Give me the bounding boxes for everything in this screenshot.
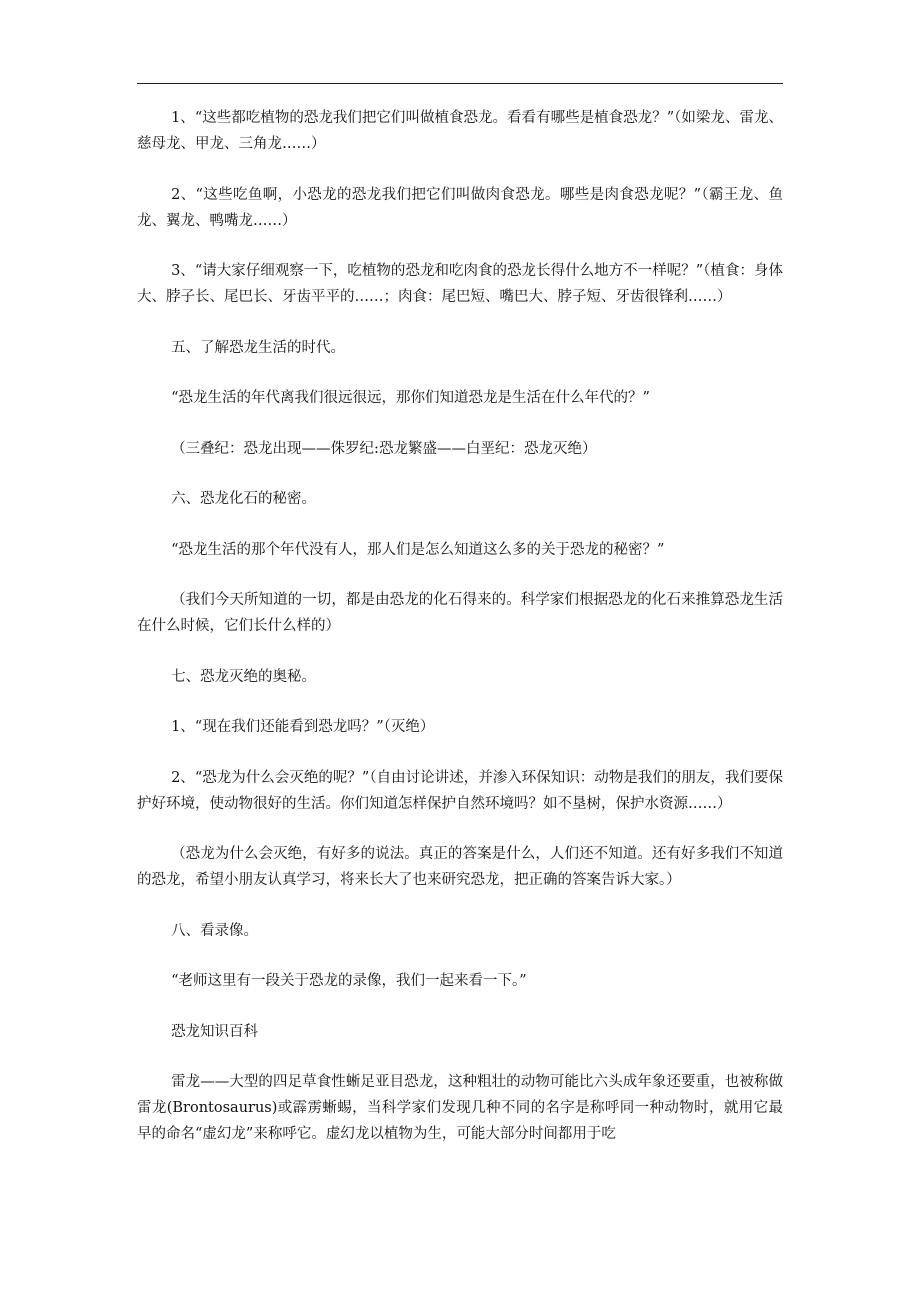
paragraph-carnivore-question: 2、“这些吃鱼啊，小恐龙的恐龙我们把它们叫做肉食恐龙。哪些是肉食恐龙呢？”（霸王龙、鱼龙、翼龙、鸭嘴龙……） (137, 186, 783, 229)
section-heading-encyclopedia: 恐龙知识百科 (171, 1023, 259, 1040)
header-rule (137, 83, 783, 84)
section-heading-era: 五、了解恐龙生活的时代。 (171, 339, 346, 356)
paragraph-extinction-question-1: 1、“现在我们还能看到恐龙吗？”（灭绝） (171, 719, 435, 735)
document-body (137, 105, 783, 1147)
paragraph-extinction-question-2: 2、“恐龙为什么会灭绝的呢？”（自由讨论讲述，并渗入环保知识：动物是我们的朋友，我们要保护好环境，使动物很好的生活。你们知道怎样保护自然环境吗？如不垦树，保护水资源……） (137, 769, 783, 812)
paragraph-video-intro: “老师这里有一段关于恐龙的录像，我们一起来看一下。” (171, 973, 527, 989)
paragraph-fossil-question: “恐龙生活的那个年代没有人，那人们是怎么知道这么多的关于恐龙的秘密？” (171, 541, 665, 558)
paragraph-fossil-answer: （我们今天所知道的一切，都是由恐龙的化石得来的。科学家们根据恐龙的化石来推算恐龙生活在什么时候，它们长什么样的） (137, 592, 783, 634)
paragraph-era-question: “恐龙生活的年代离我们很远很远，那你们知道恐龙是生活在什么年代的？” (171, 390, 650, 406)
paragraph-brontosaurus: 雷龙——大型的四足草食性蜥足亚目恐龙，这种粗壮的动物可能比六头成年象还要重，也被称做雷龙(Brontosaurus)或霹雳蜥蜴，当科学家们发现几种不同的名字是称呼同一种动物时，就用它最早的命名“虚幻龙”来称呼它。虚幻龙以植物为生，可能大部分时间都用于吃 (137, 1074, 783, 1142)
section-heading-extinction: 七、恐龙灭绝的奥秘。 (171, 668, 317, 685)
paragraph-compare-question: 3、“请大家仔细观察一下，吃植物的恐龙和吃肉食的恐龙长得什么地方不一样呢？”（植食：身体大、脖子长、尾巴长、牙齿平平的……；肉食：尾巴短、嘴巴大、脖子短、牙齿很锋利……） (137, 263, 783, 305)
paragraph-era-answer: （三叠纪：恐龙出现——侏罗纪:恐龙繁盛——白垩纪：恐龙灭绝） (171, 440, 597, 457)
paragraph-herbivore-question: 1、“这些都吃植物的恐龙我们把它们叫做植食恐龙。看看有哪些是植食恐龙？”（如梁龙、雷龙、慈母龙、甲龙、三角龙……） (137, 110, 783, 152)
section-heading-video: 八、看录像。 (171, 922, 259, 939)
section-heading-fossil: 六、恐龙化石的秘密。 (171, 491, 317, 507)
paragraph-extinction-answer: （恐龙为什么会灭绝，有好多的说法。真正的答案是什么，人们还不知道。还有好多我们不知道的恐龙，希望小朋友认真学习，将来长大了也来研究恐龙，把正确的答案告诉大家。） (137, 846, 783, 888)
